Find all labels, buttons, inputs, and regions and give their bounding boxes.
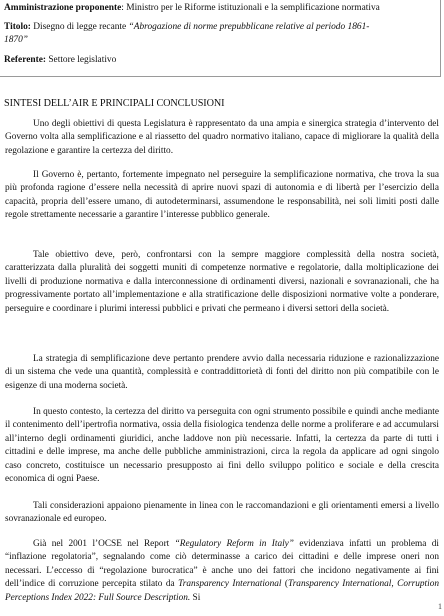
p7-text-e: ( — [281, 579, 289, 590]
p7-report-title: “Regulatory Reform in Italy” — [174, 539, 294, 549]
paragraph-5: In questo contesto, la certezza del diritto va perseguita con ogni strumento possibile e quindi anche mediante il contenimento dell’ipertrofia normativa, ossia della fisiologica tendenza delle norme a proliferare e ad accumularsi all’interno degli ordinamenti giuridici, anche laddove non più necessarie. Infatti, la certezza da parte di tutti i cittadini e delle imprese, ma anche delle pubbliche amministrazioni, circa la regola da applicare ad ogni singolo caso concreto, costituisce un necessario presupposto ai fini dello sviluppo politico e sociale e della crescita economica di ogni Paese. — [5, 407, 439, 485]
title-value-italic-2: 1870” — [4, 35, 28, 45]
paragraph-4: La strategia di semplificazione deve pertanto prendere avvio dalla necessaria riduzione e razionalizzazione di un sistema che vede una quantità, complessità e contraddittorietà di fonti del diritto non più compatibile con le esigenze di una moderna società. — [5, 354, 439, 391]
paragraph-6: Tali considerazioni appaiono pienamente in linea con le raccomandazioni e gli orientamenti emersi a livello sovranazionale ed europeo. — [5, 501, 439, 525]
p7-org-name: Transparency International — [178, 579, 282, 590]
paragraph-2: Il Governo è, pertanto, fortemente impegnato nel perseguire la semplificazione normativa, che trova la sua più profonda ragione d’essere nella necessità di aprire nuovi spazi di autonomia e di libertà per l’esercizio della capacità, propria dell’essere umano, di autodeterminarsi, assumendone le responsabilità, nei soli limiti posti dalle regole strettamente necessarie a garantire l’interesse pubblico generale. — [5, 170, 439, 221]
section-title: SINTESI DELL’AIR E PRINCIPALI CONCLUSIONI — [4, 98, 225, 109]
title-value-italic-1: “Abrogazione di norme prepubblicane relative al periodo 1861- — [128, 22, 370, 32]
referent-line — [4, 55, 116, 67]
title-label: Titolo: — [4, 22, 31, 32]
proponent-label: Amministrazione proponente — [4, 3, 122, 13]
referent-value: Settore legislativo — [46, 55, 117, 65]
title-line — [4, 22, 369, 34]
p7-text-g: Si — [190, 592, 201, 603]
p7-source-citation: Transparency International, Corruption Perceptions Index 2022: Full Source Description. — [5, 579, 439, 603]
p7-text-c: evidenziava infatti un problema di “inflazione regolatoria”, segnalando come ciò determinasse a carico dei cittadini e delle imprese oneri non necessari. L’eccesso di “regolazione burocratica” è anche uno dei fattori che incidono negativamente ai fini dell’indice di corruzione percepita stilato da — [5, 539, 439, 590]
p7-text-a: Già nel 2001 l’OCSE nel Report — [33, 539, 175, 549]
proponent-value: : Ministro per le Riforme istituzionali e la semplificazione normativa — [121, 3, 380, 13]
paragraph-1: Uno degli obiettivi di questa Legislatura è rappresentato da una ampia e sinergica strategia d’intervento del Governo volta alla semplificazione e al riassetto del quadro normativo italiano, capace di migliorare la qualità della regolazione e garantire la certezza del diritto. — [5, 119, 439, 156]
proponent-line — [4, 3, 380, 15]
title-line-2 — [4, 35, 28, 47]
page-number: 1 — [438, 602, 442, 611]
referent-label: Referente: — [4, 55, 46, 65]
paragraph-3: Tale obiettivo deve, però, confrontarsi con la sempre maggiore complessità della nostra società, caratterizzata dalla pluralità dei soggetti muniti di competenze normative e regolatorie, dalla moltiplicazione dei livelli di produzione normativa e dalla interconnessione di ordinamenti diversi, nazionali e sovranazionali, che ha progressivamente portato all’implementazione e alla stratificazione delle disposizioni normative volte a ponderare, perseguire e coordinare i plurimi interessi pubblici e privati che permeano i diversi settori della società. — [5, 250, 439, 314]
title-value-prefix: Disegno di legge recante — [30, 22, 129, 32]
paragraph-7 — [5, 538, 439, 605]
